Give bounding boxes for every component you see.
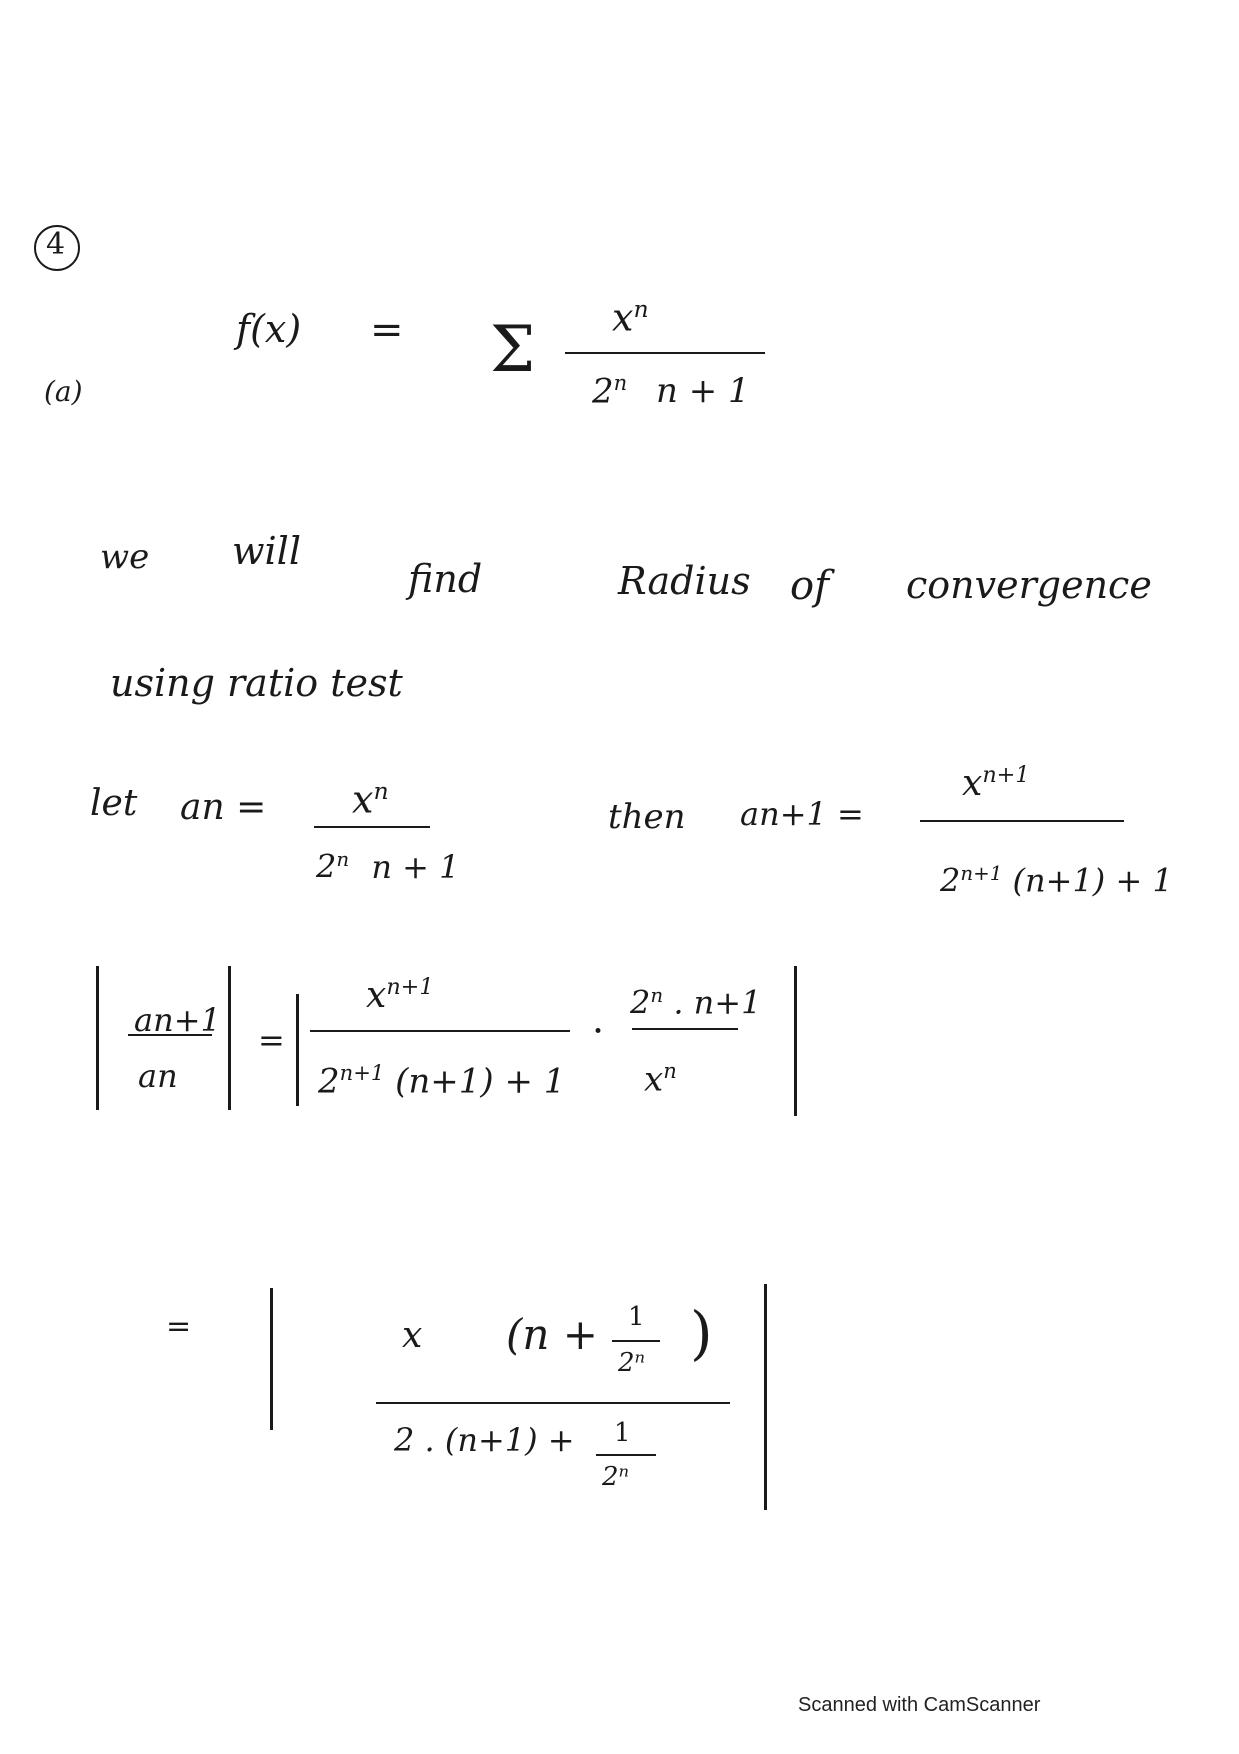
statement-word: convergence (906, 563, 1152, 607)
simplified-denominator-frac-top: 1 (614, 1418, 631, 1448)
an1-fraction-bar (920, 820, 1124, 822)
abs-bar-left-close (228, 966, 231, 1110)
ratio-term1-fraction-bar (310, 1030, 570, 1032)
ratio-term1-numerator: $x^{n+1}$ (366, 974, 434, 1016)
abs-bar-right-close (794, 966, 797, 1116)
an1-denominator: $2^{n+1}$ (n+1) + 1 (940, 861, 1173, 900)
simplified-abs-right (764, 1284, 767, 1510)
ratio-term1-denominator: $2^{n+1}$ (n+1) + 1 (318, 1060, 566, 1102)
simplified-numerator-paren: (n + (506, 1310, 598, 1359)
ratio-term2-denominator: $x^n$ (644, 1058, 677, 1100)
problem-number: 4 (46, 227, 66, 262)
part-label: (a) (44, 375, 83, 408)
simplified-denominator-main: 2 . (n+1) + (394, 1421, 575, 1459)
ratio-multiply-dot: · (592, 1009, 605, 1053)
statement-word: we (100, 537, 150, 577)
statement-word: will (232, 529, 301, 573)
then-word: then (608, 797, 686, 837)
statement-word: of (790, 563, 829, 609)
simplified-numerator-frac-bottom: 2ⁿ (618, 1348, 646, 1378)
an-numerator: $x^n$ (352, 777, 389, 822)
scanner-watermark: Scanned with CamScanner (798, 1694, 1041, 1716)
ratio-lhs-denominator: an (138, 1057, 178, 1095)
an1-numerator: $x^{n+1}$ (962, 762, 1030, 804)
sigma-symbol: Σ (490, 313, 536, 387)
definition-equals: = (370, 307, 404, 353)
an1-label: an+1 = (740, 795, 864, 833)
statement-word: Radius (618, 559, 751, 603)
function-lhs: f(x) (236, 307, 302, 351)
an-fraction-bar (314, 826, 430, 828)
statement-word: find (408, 557, 483, 601)
definition-fraction-bar (565, 352, 765, 354)
ratio-lhs-numerator: an+1 (134, 1001, 221, 1039)
definition-numerator: $x^n$ (612, 295, 649, 340)
simplified-abs-left (270, 1288, 273, 1430)
abs-bar-right-open (296, 994, 299, 1106)
simplified-fraction-bar (376, 1402, 730, 1404)
simplified-denominator-frac-bar (596, 1454, 656, 1456)
simplified-denominator-frac-bottom: 2ⁿ (602, 1462, 630, 1492)
ratio-lhs-fraction-bar (128, 1034, 212, 1036)
simplified-numerator-x: x (402, 1315, 423, 1356)
an-label: an = (180, 787, 267, 828)
simplified-numerator-close: ) (690, 1299, 713, 1367)
let-word: let (90, 783, 138, 824)
ratio-term2-numerator: 2$^n$ . n+1 (630, 983, 762, 1022)
simplified-numerator-frac-top: 1 (628, 1302, 645, 1332)
ratio-term2-fraction-bar (632, 1028, 738, 1030)
an-denominator: 2$^n$ n + 1 (316, 847, 460, 886)
abs-bar-left (96, 966, 99, 1110)
simplified-numerator-frac-bar (612, 1340, 660, 1342)
simplified-equals: = (166, 1309, 192, 1344)
definition-denominator: 2$^n$ n + 1 (592, 370, 750, 412)
ratio-equals: = (258, 1021, 285, 1059)
statement-line-2: using ratio test (110, 661, 403, 705)
